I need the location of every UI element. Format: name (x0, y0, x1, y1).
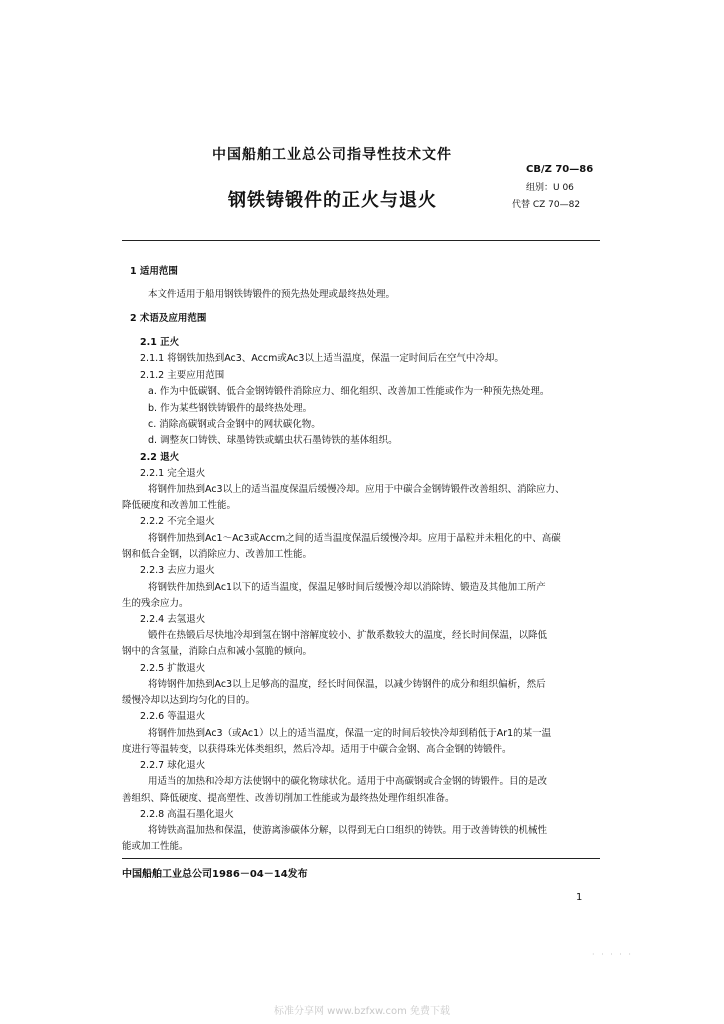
paragraph-line: 将钢件加热到Ac1～Ac3或Accm之间的适当温度保温后缓慢冷却。应用于晶粒并未粗化的中、高碳 (148, 533, 561, 544)
paragraph-line: 能或加工性能。 (122, 841, 189, 852)
clause-heading: 2.2.1 完全退火 (140, 468, 206, 479)
list-item: b. 作为某些钢铁铸锻件的最终热处理。 (148, 403, 313, 414)
subsection-heading: 2.2 退火 (140, 452, 180, 463)
paragraph-line: 钢中的含氢量，消除白点和减小氢脆的倾向。 (122, 646, 313, 657)
paragraph-line: 用适当的加热和冷却方法使钢中的碳化物球状化。适用于中高碳钢或合金钢的铸锻件。目的是改 (148, 776, 548, 787)
paragraph-line: 钢和低合金钢，以消除应力、改善加工性能。 (122, 549, 313, 560)
list-item: c. 消除高碳钢或合金钢中的网状碳化物。 (148, 419, 321, 430)
subsection-heading: 2.1 正火 (140, 337, 180, 348)
issuing-organization: 中国船舶工业总公司指导性技术文件 (212, 147, 452, 163)
group-code: 组别：U 06 (526, 183, 574, 193)
page-number: 1 (576, 892, 583, 903)
clause-heading: 2.2.5 扩散退火 (140, 663, 206, 674)
clause-heading: 2.2.4 去氢退火 (140, 614, 206, 625)
clause-heading: 2.2.3 去应力退火 (140, 565, 215, 576)
footer-divider (122, 858, 600, 859)
document-code: CB/Z 70—86 (526, 164, 594, 175)
paragraph-line: 缓慢冷却以达到均匀化的目的。 (122, 695, 256, 706)
clause-heading: 2.1.2 主要应用范围 (140, 370, 225, 381)
clause-line: 2.1.1 将钢铁加热到Ac3、Accm或Ac3以上适当温度，保温一定时间后在空气中冷却。 (140, 353, 504, 364)
paragraph-line: 将铸钢件加热到Ac3以上足够高的温度，经长时间保温，以减少铸钢件的成分和组织偏析，然后 (148, 679, 546, 690)
header-divider (122, 240, 600, 241)
section-heading: 1 适用范围 (130, 266, 178, 277)
clause-heading: 2.2.2 不完全退火 (140, 516, 215, 527)
clause-heading: 2.2.7 球化退火 (140, 760, 206, 771)
scan-marks: · · · · · (592, 950, 633, 959)
watermark: 标准分享网 www.bzfxw.com 免费下载 (274, 1006, 450, 1017)
paragraph-line: 度进行等温转变，以获得珠光体类组织，然后冷却。适用于中碳合金钢、高合金钢的铸锻件。 (122, 744, 512, 755)
clause-heading: 2.2.8 高温石墨化退火 (140, 809, 234, 820)
section-heading: 2 术语及应用范围 (130, 313, 207, 324)
list-item: d. 调整灰口铸铁、球墨铸铁或蠕虫状石墨铸铁的基体组织。 (148, 435, 398, 446)
paragraph-line: 降低硬度和改善加工性能。 (122, 500, 237, 511)
replaces-code: 代替 CZ 70—82 (512, 200, 581, 210)
paragraph-line: 本文件适用于船用钢铁铸锻件的预先热处理或最终热处理。 (148, 289, 396, 300)
paragraph-line: 将钢件加热到Ac3以上的适当温度保温后缓慢冷却。应用于中碳合金钢铸锻件改善组织、消除应力、 (148, 484, 565, 495)
paragraph-line: 将钢铁件加热到Ac1以下的适当温度，保温足够时间后缓慢冷却以消除铸、锻造及其他加工所产 (148, 582, 546, 593)
paragraph-line: 锻件在热锻后尽快地冷却到氢在钢中溶解度较小、扩散系数较大的温度，经长时间保温，以降低 (148, 630, 548, 641)
issue-date: 中国船舶工业总公司1986－04－14发布 (122, 869, 308, 880)
paragraph-line: 将钢件加热到Ac3（或Ac1）以上的适当温度，保温一定的时间后较快冷却到稍低于Ar1的某一温 (148, 728, 552, 739)
paragraph-line: 生的残余应力。 (122, 598, 189, 609)
paragraph-line: 善组织、降低硬度、提高塑性、改善切削加工性能或为最终热处理作组织准备。 (122, 793, 455, 804)
document-title: 钢铁铸锻件的正火与退火 (228, 190, 437, 211)
clause-heading: 2.2.6 等温退火 (140, 711, 206, 722)
paragraph-line: 将铸铁高温加热和保温，使游离渗碳体分解，以得到无白口组织的铸铁。用于改善铸铁的机械性 (148, 825, 548, 836)
list-item: a. 作为中低碳钢、低合金钢铸锻件消除应力、细化组织、改善加工性能或作为一种预先热处理。 (148, 386, 550, 397)
